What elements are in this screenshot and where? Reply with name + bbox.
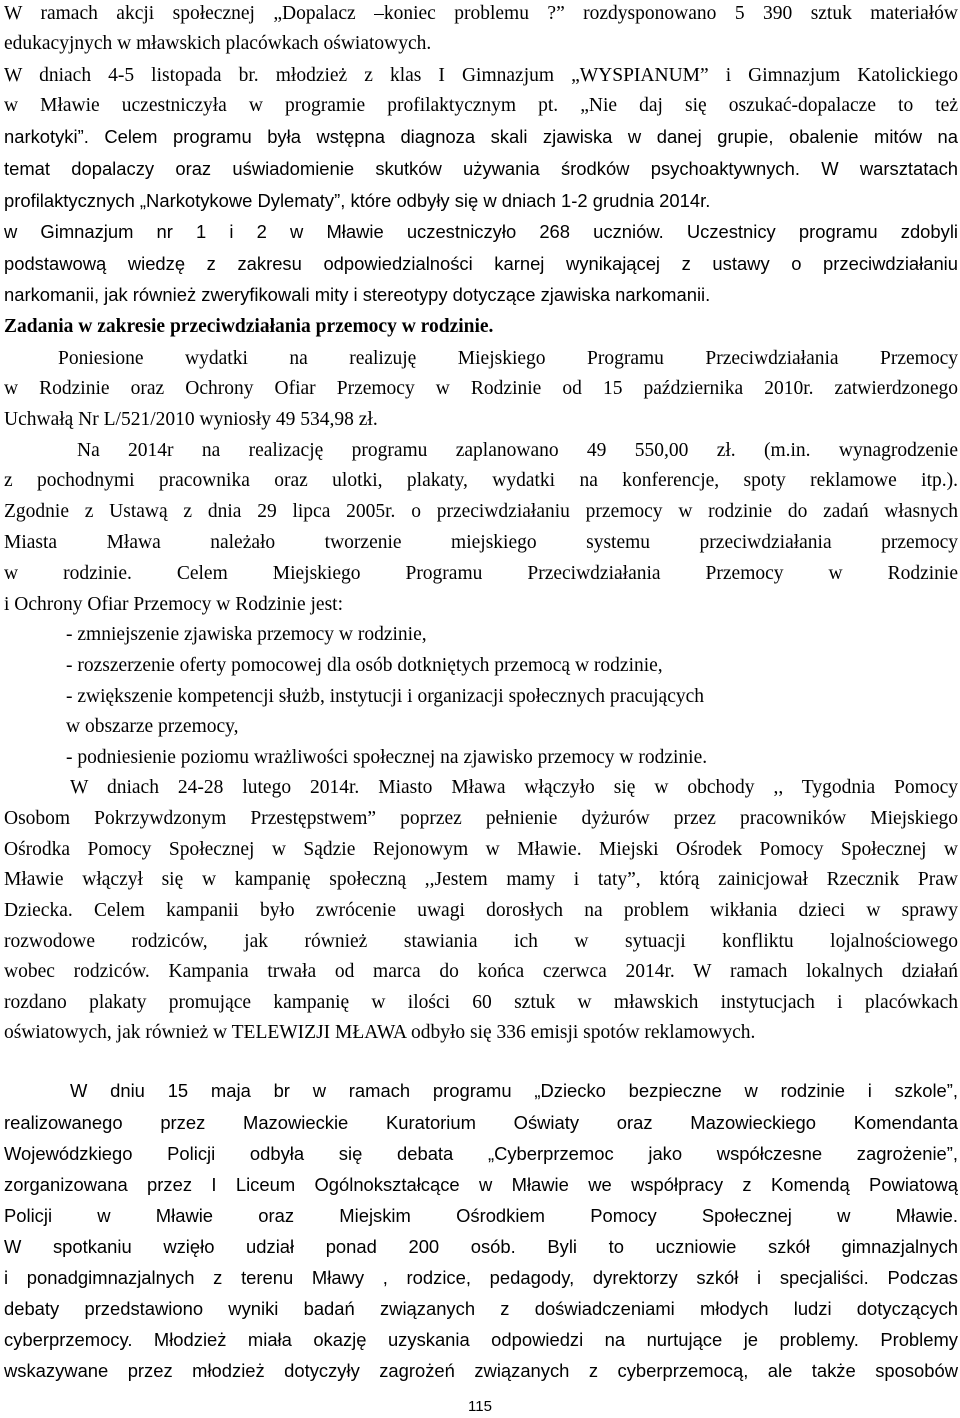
paragraph-line: Osobom Pokrzywdzonym Przestępstwem” poprzez pełnienie dyżurów przez pracowników Miejskiego	[4, 808, 958, 829]
list-item: - zmniejszenie zjawiska przemocy w rodzinie,	[66, 624, 427, 645]
paragraph-line: i Ochrony Ofiar Przemocy w Rodzinie jest:	[4, 594, 343, 615]
paragraph-line: profilaktycznych „Narkotykowe Dylematy”, które odbyły się w dniach 1-2 grudnia 2014r.	[4, 190, 711, 211]
paragraph-line: Na 2014r na realizację programu zaplanowano 49 550,00 zł. (m.in. wynagrodzenie	[77, 440, 958, 461]
paragraph-line: Policji w Mławie oraz Miejskim Ośrodkiem Pomocy Społecznej w Mławie.	[4, 1205, 958, 1226]
paragraph-line: Uchwałą Nr L/521/2010 wyniosły 49 534,98 zł.	[4, 409, 378, 430]
paragraph-line: w Rodzinie oraz Ochrony Ofiar Przemocy w Rodzinie od 15 października 2010r. zatwierdzonego	[4, 378, 958, 399]
paragraph-line: temat dopalaczy oraz uświadomienie skutków używania środków psychoaktywnych. W warsztatach	[4, 158, 958, 179]
paragraph-line: Miasta Mława należało tworzenie miejskiego systemu przeciwdziałania przemocy	[4, 532, 958, 553]
paragraph-line: wobec rodziców. Kampania trwała od marca do końca czerwca 2014r. W ramach lokalnych działań	[4, 961, 958, 982]
paragraph-line: w Gimnazjum nr 1 i 2 w Mławie uczestniczyło 268 uczniów. Uczestnicy programu zdobyli	[4, 221, 958, 242]
list-item: - podniesienie poziomu wrażliwości społecznej na zjawisko przemocy w rodzinie.	[66, 747, 708, 768]
paragraph-line: Poniesione wydatki na realizuję Miejskiego Programu Przeciwdziałania Przemocy	[58, 348, 958, 369]
paragraph-line: zorganizowana przez I Liceum Ogólnokształcące w Mławie we współpracy z Komendą Powiatową	[4, 1174, 958, 1195]
section-heading: Zadania w zakresie przeciwdziałania przemocy w rodzinie.	[4, 316, 494, 337]
paragraph-line: Dziecka. Celem kampanii było zwrócenie uwagi dorosłych na problem wikłania dzieci w sprawy	[4, 900, 958, 921]
paragraph-line: W spotkaniu wzięło udział ponad 200 osób. Byli to uczniowie szkół gimnazjalnych	[4, 1236, 958, 1257]
list-item: w obszarze przemocy,	[66, 716, 239, 737]
paragraph-line: i ponadgimnazjalnych z terenu Mławy , rodzice, pedagody, dyrektorzy szkół i specjaliści. Podczas	[4, 1267, 958, 1288]
paragraph-line: w Mławie uczestniczyła w programie profilaktycznym pt. „Nie daj się oszukać-dopalacze to też	[4, 95, 958, 116]
paragraph-line: narkomanii, jak również zweryfikowali mity i stereotypy dotyczące zjawiska narkomanii.	[4, 284, 711, 305]
paragraph-line: realizowanego przez Mazowieckie Kuratorium Oświaty oraz Mazowieckiego Komendanta	[4, 1112, 958, 1133]
paragraph-line: z pochodnymi pracownika oraz ulotki, plakaty, wydatki na konferencje, spoty reklamowe itp.).	[4, 470, 958, 491]
list-item: - rozszerzenie oferty pomocowej dla osób dotkniętych przemocą w rodzinie,	[66, 655, 663, 676]
list-item: - zwiększenie kompetencji służb, instytucji i organizacji społecznych pracujących	[66, 686, 705, 707]
paragraph-line: Wojewódzkiego Policji odbyła się debata „Cyberprzemoc jako współczesne zagrożenie”,	[4, 1143, 958, 1164]
paragraph-line: w rodzinie. Celem Miejskiego Programu Przeciwdziałania Przemocy w Rodzinie	[4, 563, 958, 584]
paragraph-line: rozdano plakaty promujące kampanię w ilości 60 sztuk w mławskich instytucjach i placówkach	[4, 992, 958, 1013]
paragraph-line: oświatowych, jak również w TELEWIZJI MŁAWA odbyło się 336 emisji spotów reklamowych.	[4, 1022, 756, 1043]
paragraph-line: rozwodowe rodziców, jak również stawiania ich w sytuacji konfliktu lojalnościowego	[4, 931, 958, 952]
page-number: 115	[468, 1398, 492, 1415]
paragraph-line: debaty przedstawiono wyniki badań związanych z doświadczeniami młodych ludzi dotyczących	[4, 1298, 958, 1319]
paragraph-line: narkotyki”. Celem programu była wstępna diagnoza skali zjawiska w danej grupie, obalenie mitów na	[4, 126, 958, 147]
paragraph-line: W ramach akcji społecznej „Dopalacz –koniec problemu ?” rozdysponowano 5 390 sztuk materiałów	[4, 3, 958, 24]
paragraph-line: wskazywane przez młodzież dotyczyły zagrożeń związanych z cyberprzemocą, ale także sposobów	[4, 1360, 958, 1381]
paragraph-line: Zgodnie z Ustawą z dnia 29 lipca 2005r. o przeciwdziałaniu przemocy w rodzinie do zadań własnych	[4, 501, 958, 522]
paragraph-line: W dniu 15 maja br w ramach programu „Dziecko bezpieczne w rodzinie i szkole”,	[70, 1080, 958, 1101]
paragraph-line: W dniach 24-28 lutego 2014r. Miasto Mława włączyło się w obchody ,, Tygodnia Pomocy	[70, 777, 958, 798]
paragraph-line: Ośrodka Pomocy Społecznej w Sądzie Rejonowym w Mławie. Miejski Ośrodek Pomocy Społecznej w	[4, 839, 958, 860]
paragraph-line: Mławie włączył się w kampanię społeczną ,,Jestem mamy i taty”, którą zainicjował Rzecznik Praw	[4, 869, 958, 890]
paragraph-line: edukacyjnych w mławskich placówkach oświatowych.	[4, 33, 432, 54]
paragraph-line: W dniach 4-5 listopada br. młodzież z klas I Gimnazjum „WYSPIANUM” i Gimnazjum Katolickiego	[4, 65, 958, 86]
paragraph-line: podstawową wiedzę z zakresu odpowiedzialności karnej wynikającej z ustawy o przeciwdziałaniu	[4, 253, 958, 274]
paragraph-line: cyberprzemocy. Młodzież miała okazję uzyskania odpowiedzi na nurtujące je problemy. Problemy	[4, 1329, 958, 1350]
